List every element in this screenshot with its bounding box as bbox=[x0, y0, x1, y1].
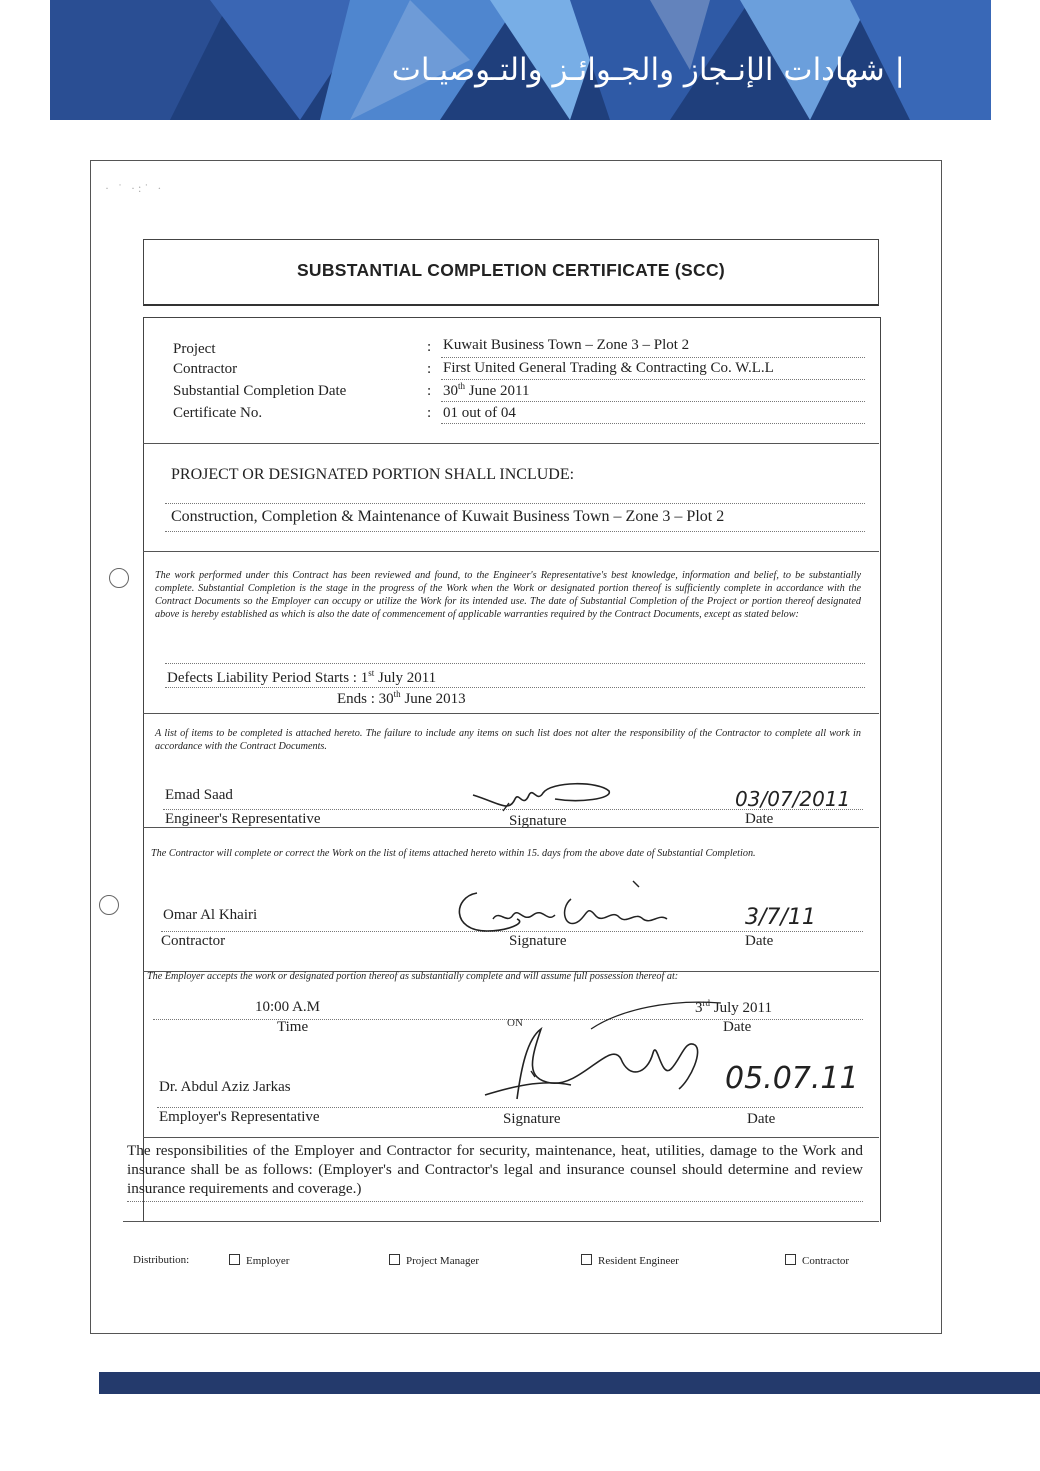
contractor-signature-label: Signature bbox=[509, 933, 567, 949]
contractor-date: 3/7/11 bbox=[745, 905, 816, 930]
employer-date: 05.07.11 bbox=[725, 1061, 859, 1096]
distribution-contractor: Contractor bbox=[785, 1254, 849, 1267]
section-divider bbox=[123, 1221, 879, 1222]
contractor-name: Omar Al Khairi bbox=[163, 907, 258, 923]
underline bbox=[165, 531, 865, 532]
field-value-certificate-no: 01 out of 04 bbox=[443, 405, 516, 421]
field-value-contractor: First United General Trading & Contracting Co. W.L.L bbox=[443, 360, 774, 376]
employer-note: The Employer accepts the work or designated portion thereof as substantially complete and will assume full possession thereof at: bbox=[147, 971, 679, 982]
contractor-date-label: Date bbox=[745, 933, 774, 949]
distribution-employer: Employer bbox=[229, 1254, 289, 1267]
engineer-date-label: Date bbox=[745, 811, 774, 827]
certificate-title: SUBSTANTIAL COMPLETION CERTIFICATE (SCC) bbox=[296, 260, 726, 280]
employer-signature-label: Signature bbox=[503, 1111, 561, 1127]
section-divider bbox=[143, 713, 879, 714]
punch-hole bbox=[109, 568, 129, 588]
header-banner bbox=[50, 0, 991, 120]
field-label-project: Project bbox=[173, 341, 216, 357]
employer-name: Dr. Abdul Aziz Jarkas bbox=[159, 1079, 291, 1095]
certificate-title-box bbox=[143, 239, 879, 306]
contractor-note: The Contractor will complete or correct the Work on the list of items attached hereto within 15. days from the above date of Substantial Completion. bbox=[151, 848, 756, 859]
checkbox-icon bbox=[785, 1254, 796, 1265]
scope-text: Construction, Completion & Maintenance of Kuwait Business Town – Zone 3 – Plot 2 bbox=[171, 508, 725, 525]
distribution-label: Distribution: bbox=[133, 1254, 190, 1266]
field-label-completion-date: Substantial Completion Date bbox=[173, 383, 347, 399]
list-note: A list of items to be completed is attached hereto. The failure to include any items on such list does not alter the responsibility of the Contractor to complete all work in accordance with the Contract Documents. bbox=[155, 728, 861, 752]
underline bbox=[127, 1201, 863, 1202]
checkbox-icon bbox=[389, 1254, 400, 1265]
underline bbox=[165, 687, 865, 688]
field-colon: : bbox=[427, 383, 432, 399]
checkbox-icon bbox=[229, 1254, 240, 1265]
employer-signature bbox=[471, 999, 741, 1111]
stamp-text: ON bbox=[507, 1017, 523, 1029]
underline bbox=[441, 423, 865, 424]
engineer-signature bbox=[469, 773, 619, 817]
banner-title: | شهادات الإنـجاز والجـوائـز والتـوصيـات bbox=[391, 52, 905, 88]
possession-date-label: Date bbox=[723, 1019, 752, 1035]
employer-date-label: Date bbox=[747, 1111, 776, 1127]
contractor-signature bbox=[447, 879, 727, 939]
defects-end: Ends : 30th June 2013 bbox=[337, 689, 466, 707]
engineer-name: Emad Saad bbox=[165, 787, 233, 803]
field-colon: : bbox=[427, 405, 432, 421]
field-value-completion-date: 30th June 2011 bbox=[443, 381, 530, 399]
possession-date: 3rd July 2011 bbox=[695, 998, 772, 1016]
distribution-resident-engineer: Resident Engineer bbox=[581, 1254, 679, 1267]
underline bbox=[441, 379, 865, 380]
underline bbox=[165, 663, 865, 664]
possession-time-label: Time bbox=[277, 1019, 309, 1035]
engineer-signature-label: Signature bbox=[509, 813, 567, 829]
field-label-contractor: Contractor bbox=[173, 361, 238, 377]
underline bbox=[441, 401, 865, 402]
responsibilities-text: The responsibilities of the Employer and Contractor for security, maintenance, heat, utilities, damage to the Work and insurance shall be as follows: (Employer's and Contractor's legal and insurance counsel should determine and review insurance requirements and coverage.) bbox=[127, 1142, 863, 1197]
possession-time: 10:00 A.M bbox=[255, 999, 321, 1015]
certificate-scan bbox=[90, 160, 942, 1334]
distribution-project-manager: Project Manager bbox=[389, 1254, 479, 1267]
section-divider bbox=[143, 1137, 879, 1138]
engineer-date: 03/07/2011 bbox=[735, 787, 851, 811]
engineer-role: Engineer's Representative bbox=[165, 811, 321, 827]
scope-heading: PROJECT OR DESIGNATED PORTION SHALL INCLUDE: bbox=[171, 466, 575, 483]
field-colon: : bbox=[427, 361, 432, 377]
checkbox-icon bbox=[581, 1254, 592, 1265]
punch-hole bbox=[99, 895, 119, 915]
section-divider bbox=[143, 443, 879, 444]
field-label-certificate-no: Certificate No. bbox=[173, 405, 263, 421]
section-divider bbox=[143, 551, 879, 552]
defects-start: Defects Liability Period Starts : 1st July 2011 bbox=[167, 668, 437, 686]
employer-role: Employer's Representative bbox=[159, 1109, 320, 1125]
scan-specks: · ˙ ·:˙ · bbox=[105, 181, 165, 195]
contractor-role: Contractor bbox=[161, 933, 226, 949]
underline bbox=[165, 503, 865, 504]
field-colon: : bbox=[427, 339, 432, 355]
footer-bar bbox=[99, 1372, 1040, 1394]
field-value-project: Kuwait Business Town – Zone 3 – Plot 2 bbox=[443, 337, 690, 353]
underline bbox=[441, 357, 865, 358]
completion-statement: The work performed under this Contract has been reviewed and found, to the Engineer's Representative's best knowledge, information and belief, to be substantially complete. Substantial Completion is the stage in the progress of the Work when the Work or designated portion thereof is sufficiently complete in accordance with the Contract Documents so the Employer can occupy or utilize the Work for its intended use. The date of Substantial Completion of the Project or portion thereof designated above is hereby established as which is also the date of commencement of applicable warranties required by the Contract Documents, except as stated below: bbox=[155, 570, 861, 620]
